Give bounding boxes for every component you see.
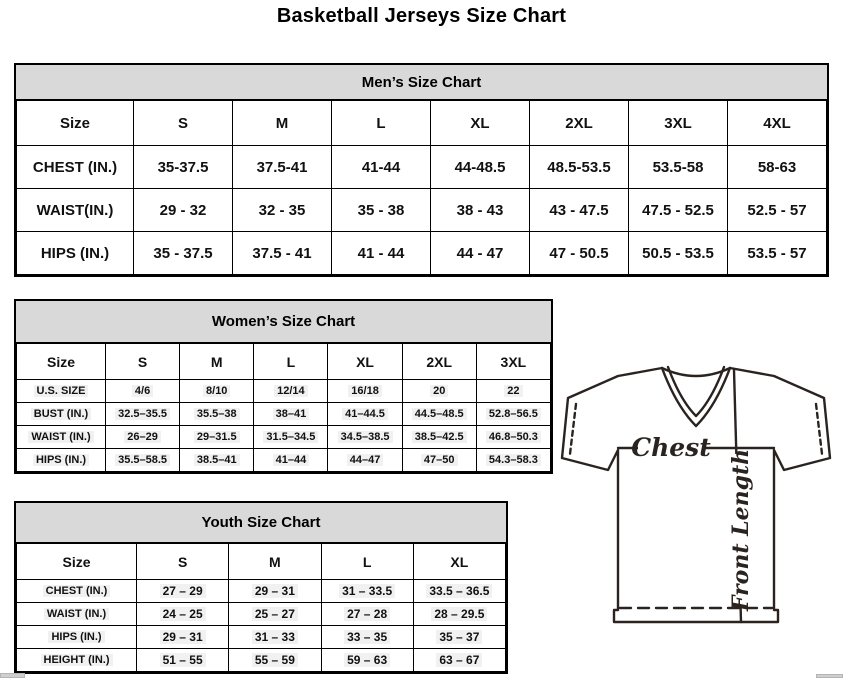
column-header: M <box>180 344 254 380</box>
youth-header-row <box>17 544 506 580</box>
size-range-cell <box>728 232 827 275</box>
table-row <box>17 449 551 472</box>
size-range-cell <box>233 232 332 275</box>
size-range-cell <box>629 146 728 189</box>
men-table <box>16 100 827 275</box>
row-label-text: WAIST (IN.) <box>28 431 93 443</box>
size-range-text: 63 – 67 <box>436 653 482 667</box>
size-range-cell <box>254 426 328 449</box>
size-range-text: 35.5–58.5 <box>115 454 170 466</box>
size-range-cell <box>137 649 229 672</box>
size-range-cell <box>180 426 254 449</box>
size-range-cell <box>629 232 728 275</box>
size-range-cell <box>476 380 550 403</box>
youth-table <box>16 543 506 672</box>
size-range-text: 4/6 <box>132 385 153 397</box>
row-label <box>17 232 134 275</box>
horizontal-scrollbar-fragment-left[interactable] <box>0 673 25 678</box>
column-header: L <box>254 344 328 380</box>
size-range-text: 38 - 43 <box>456 201 504 219</box>
size-range-text: 31.5–34.5 <box>263 431 318 443</box>
size-range-cell <box>137 626 229 649</box>
size-range-text: 33.5 – 36.5 <box>426 584 492 598</box>
women-table <box>16 343 551 472</box>
table-row <box>17 232 827 275</box>
size-range-text: 35 – 37 <box>436 630 482 644</box>
size-range-text: 41–44 <box>273 454 310 466</box>
women-chart-title: Women’s Size Chart <box>16 301 551 343</box>
size-range-text: 31 – 33.5 <box>339 584 395 598</box>
size-range-cell <box>134 232 233 275</box>
left-cuff-stitch <box>570 404 576 454</box>
size-range-cell <box>229 649 321 672</box>
size-range-text: 29–31.5 <box>194 431 240 443</box>
row-label-text: HEIGHT (IN.) <box>41 654 113 666</box>
size-range-cell <box>328 380 402 403</box>
size-range-text: 41–44.5 <box>342 408 388 420</box>
size-range-text: 44.5–48.5 <box>412 408 467 420</box>
size-range-cell <box>106 449 180 472</box>
right-cuff-stitch <box>816 404 822 454</box>
youth-chart-title: Youth Size Chart <box>16 503 506 543</box>
size-range-cell <box>728 146 827 189</box>
size-range-text: 12/14 <box>274 385 308 397</box>
column-header: Size <box>17 101 134 146</box>
row-label <box>17 449 106 472</box>
size-range-cell <box>431 189 530 232</box>
size-range-text: 29 – 31 <box>160 630 206 644</box>
row-label-text: U.S. SIZE <box>34 385 89 397</box>
size-range-cell <box>413 649 505 672</box>
size-range-cell <box>106 380 180 403</box>
size-range-cell <box>321 580 413 603</box>
size-range-text: 27 – 28 <box>344 607 390 621</box>
row-label <box>17 380 106 403</box>
table-row <box>17 403 551 426</box>
size-range-text: 47.5 - 52.5 <box>642 201 714 219</box>
size-range-cell <box>229 603 321 626</box>
row-label-text: BUST (IN.) <box>31 408 91 420</box>
table-row <box>17 626 506 649</box>
size-range-text: 33 – 35 <box>344 630 390 644</box>
size-range-text: 53.5 - 57 <box>747 244 807 262</box>
page-title: Basketball Jerseys Size Chart <box>276 5 567 27</box>
row-label <box>17 403 106 426</box>
size-range-cell <box>629 189 728 232</box>
row-label <box>17 189 134 232</box>
row-label-text: HIPS (IN.) <box>40 244 110 262</box>
size-range-text: 38.5–41 <box>194 454 240 466</box>
column-header: 3XL <box>629 101 728 146</box>
row-label-text: WAIST(IN.) <box>36 201 114 219</box>
size-range-text: 16/18 <box>348 385 382 397</box>
size-range-cell <box>402 380 476 403</box>
column-header: 4XL <box>728 101 827 146</box>
size-range-cell <box>254 380 328 403</box>
size-range-text: 35 - 37.5 <box>153 244 213 262</box>
size-range-cell <box>332 232 431 275</box>
row-label <box>17 426 106 449</box>
men-chart-title: Men’s Size Chart <box>16 65 827 100</box>
size-range-text: 54.3–58.3 <box>486 454 541 466</box>
size-range-cell <box>413 580 505 603</box>
column-header: 2XL <box>402 344 476 380</box>
size-range-cell <box>134 146 233 189</box>
row-label-text: HIPS (IN.) <box>33 454 89 466</box>
size-range-text: 48.5-53.5 <box>547 158 611 176</box>
row-label-text: CHEST (IN.) <box>32 158 118 176</box>
size-range-cell <box>431 232 530 275</box>
size-range-cell <box>431 146 530 189</box>
size-range-cell <box>180 380 254 403</box>
row-label-text: HIPS (IN.) <box>48 631 104 643</box>
jersey-outline <box>562 368 830 622</box>
size-range-text: 52.8–56.5 <box>486 408 541 420</box>
size-range-cell <box>137 603 229 626</box>
table-row <box>17 189 827 232</box>
size-range-cell <box>530 189 629 232</box>
size-range-text: 44-48.5 <box>454 158 506 176</box>
size-range-text: 35.5–38 <box>194 408 240 420</box>
mens-size-chart <box>14 63 829 277</box>
size-range-cell <box>476 426 550 449</box>
size-range-cell <box>476 449 550 472</box>
size-range-cell <box>328 449 402 472</box>
column-header: 3XL <box>476 344 550 380</box>
column-header: S <box>106 344 180 380</box>
size-range-cell <box>134 189 233 232</box>
column-header: S <box>134 101 233 146</box>
size-range-cell <box>229 626 321 649</box>
column-header: XL <box>413 544 505 580</box>
size-range-text: 26–29 <box>124 431 161 443</box>
size-range-text: 29 – 31 <box>252 584 298 598</box>
men-header-row <box>17 101 827 146</box>
table-row <box>17 426 551 449</box>
size-range-cell <box>233 146 332 189</box>
row-label <box>17 146 134 189</box>
size-range-text: 59 – 63 <box>344 653 390 667</box>
size-range-text: 41-44 <box>361 158 401 176</box>
size-range-text: 8/10 <box>203 385 230 397</box>
column-header: L <box>321 544 413 580</box>
size-range-text: 47 - 50.5 <box>549 244 609 262</box>
size-range-text: 32 - 35 <box>258 201 306 219</box>
size-range-text: 22 <box>504 385 522 397</box>
size-range-cell <box>106 426 180 449</box>
size-range-text: 38–41 <box>273 408 310 420</box>
size-range-cell <box>254 449 328 472</box>
size-range-cell <box>180 449 254 472</box>
size-range-text: 24 – 25 <box>160 607 206 621</box>
horizontal-scrollbar-fragment-right[interactable] <box>816 674 843 678</box>
table-row <box>17 580 506 603</box>
row-label <box>17 649 137 672</box>
size-range-text: 25 – 27 <box>252 607 298 621</box>
size-range-text: 58-63 <box>757 158 797 176</box>
row-label <box>17 626 137 649</box>
size-range-text: 50.5 - 53.5 <box>642 244 714 262</box>
size-range-text: 20 <box>430 385 448 397</box>
size-range-text: 47–50 <box>421 454 458 466</box>
front-length-label: Front Length <box>728 448 754 612</box>
column-header: M <box>233 101 332 146</box>
table-row <box>17 649 506 672</box>
size-range-text: 37.5-41 <box>256 158 308 176</box>
column-header: XL <box>328 344 402 380</box>
size-range-cell <box>332 189 431 232</box>
size-range-cell <box>413 603 505 626</box>
size-range-text: 46.8–50.3 <box>486 431 541 443</box>
row-label-text: CHEST (IN.) <box>43 585 111 597</box>
size-range-text: 34.5–38.5 <box>338 431 393 443</box>
size-range-cell <box>254 403 328 426</box>
size-range-cell <box>328 403 402 426</box>
column-header: S <box>137 544 229 580</box>
size-range-text: 41 - 44 <box>357 244 405 262</box>
size-range-text: 37.5 - 41 <box>252 244 312 262</box>
row-label <box>17 580 137 603</box>
size-range-text: 38.5–42.5 <box>412 431 467 443</box>
size-range-text: 32.5–35.5 <box>115 408 170 420</box>
table-row <box>17 146 827 189</box>
size-range-text: 35-37.5 <box>157 158 209 176</box>
jersey-measurement-diagram <box>556 360 836 626</box>
size-range-cell <box>728 189 827 232</box>
size-range-text: 29 - 32 <box>159 201 207 219</box>
size-range-cell <box>321 603 413 626</box>
size-range-text: 53.5-58 <box>652 158 704 176</box>
size-range-cell <box>476 403 550 426</box>
size-range-cell <box>530 146 629 189</box>
size-range-cell <box>328 426 402 449</box>
womens-size-chart <box>14 299 553 474</box>
size-range-text: 35 - 38 <box>357 201 405 219</box>
column-header: Size <box>17 344 106 380</box>
size-range-cell <box>332 146 431 189</box>
size-range-cell <box>137 580 229 603</box>
size-range-text: 44 - 47 <box>456 244 504 262</box>
row-label-text: WAIST (IN.) <box>44 608 109 620</box>
size-range-cell <box>180 403 254 426</box>
column-header: M <box>229 544 321 580</box>
column-header: 2XL <box>530 101 629 146</box>
size-range-cell <box>530 232 629 275</box>
size-range-text: 51 – 55 <box>160 653 206 667</box>
size-range-cell <box>321 649 413 672</box>
size-range-text: 28 – 29.5 <box>431 607 487 621</box>
size-range-text: 31 – 33 <box>252 630 298 644</box>
size-range-text: 27 – 29 <box>160 584 206 598</box>
women-header-row <box>17 344 551 380</box>
size-range-cell <box>321 626 413 649</box>
table-row <box>17 380 551 403</box>
chest-label: Chest <box>631 433 711 462</box>
row-label <box>17 603 137 626</box>
size-range-text: 55 – 59 <box>252 653 298 667</box>
size-range-cell <box>233 189 332 232</box>
column-header: Size <box>17 544 137 580</box>
table-row <box>17 603 506 626</box>
youth-size-chart <box>14 501 508 674</box>
size-range-cell <box>229 580 321 603</box>
size-range-cell <box>413 626 505 649</box>
column-header: XL <box>431 101 530 146</box>
size-range-cell <box>106 403 180 426</box>
size-range-text: 44–47 <box>347 454 384 466</box>
size-range-cell <box>402 449 476 472</box>
column-header: L <box>332 101 431 146</box>
size-range-text: 43 - 47.5 <box>549 201 609 219</box>
size-range-cell <box>402 426 476 449</box>
size-range-cell <box>402 403 476 426</box>
size-range-text: 52.5 - 57 <box>747 201 807 219</box>
